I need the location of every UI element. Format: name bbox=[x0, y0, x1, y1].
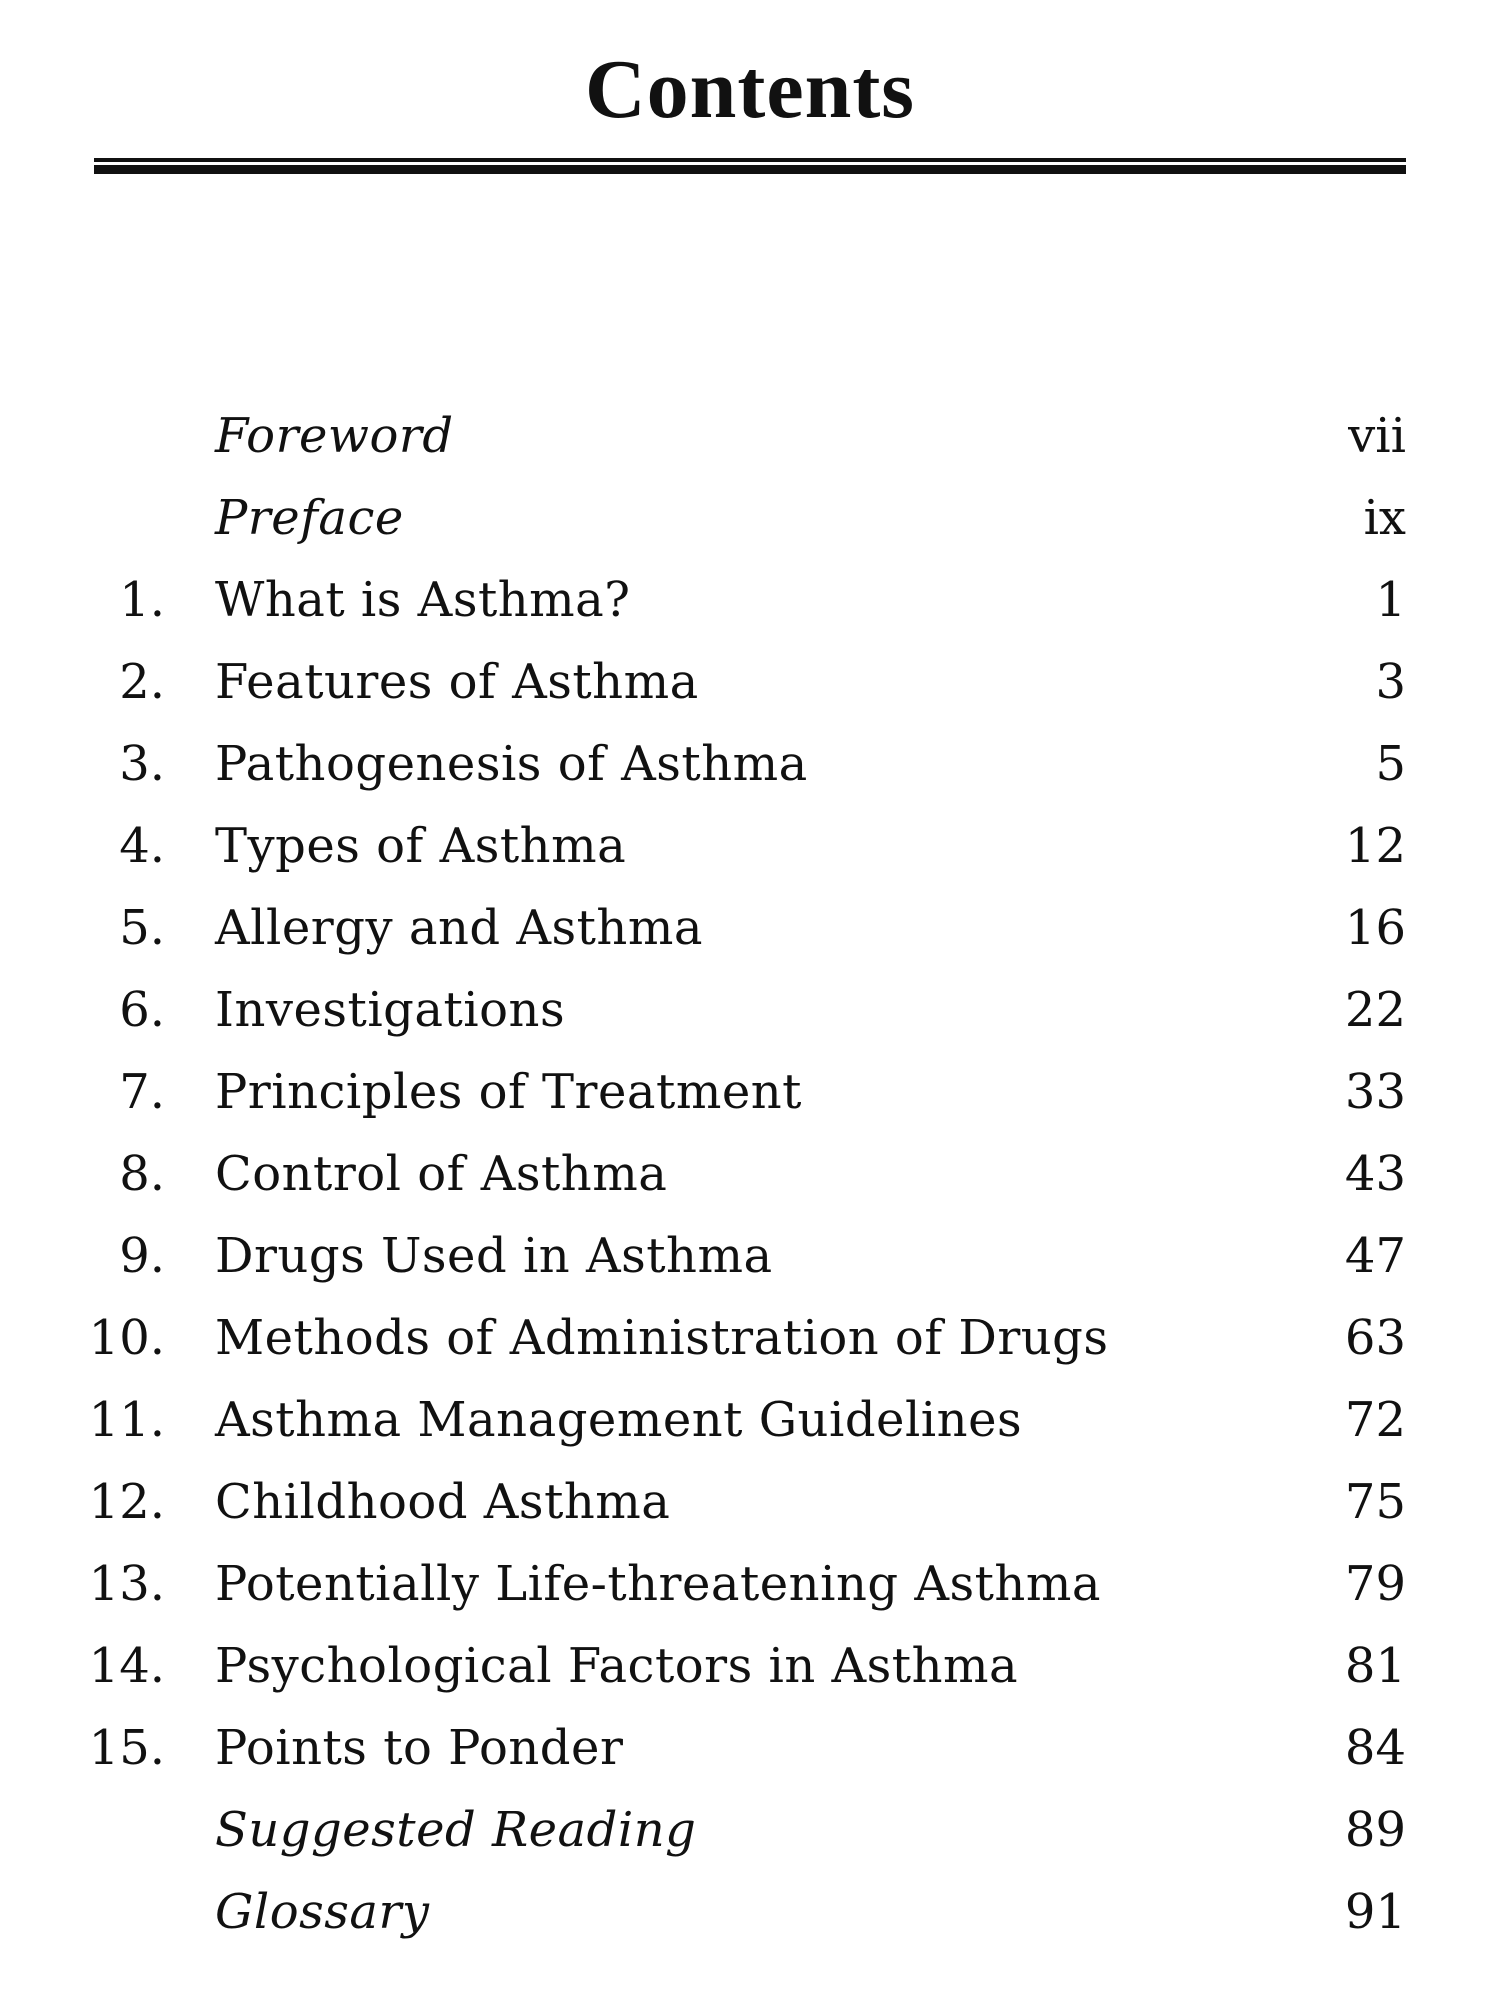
toc-entry-title: Features of Asthma bbox=[215, 654, 699, 710]
toc-entry-page: 3 bbox=[1375, 654, 1406, 710]
toc-entry-number: 3. bbox=[119, 736, 165, 792]
toc-entry-title: What is Asthma? bbox=[215, 572, 631, 628]
toc-entry bbox=[0, 969, 1500, 1051]
toc-entry-page: 43 bbox=[1344, 1146, 1406, 1202]
toc-entry-number: 8. bbox=[119, 1146, 165, 1202]
toc-entry bbox=[0, 395, 1500, 477]
toc-entry-title: Pathogenesis of Asthma bbox=[215, 736, 808, 792]
toc-entry-number: 11. bbox=[88, 1392, 165, 1448]
toc-entry-title: Glossary bbox=[215, 1884, 430, 1940]
toc-entry-number: 1. bbox=[119, 572, 165, 628]
toc-entry-page: ix bbox=[1363, 490, 1406, 546]
title-rule-thin bbox=[94, 158, 1406, 162]
toc-entry-page: 22 bbox=[1344, 982, 1406, 1038]
toc-entry-page: 12 bbox=[1344, 818, 1406, 874]
toc-entry-number: 13. bbox=[88, 1556, 165, 1612]
page-title: Contents bbox=[584, 43, 915, 136]
toc-list bbox=[0, 395, 1500, 1953]
toc-entry-page: 33 bbox=[1344, 1064, 1406, 1120]
toc-entry-number: 6. bbox=[119, 982, 165, 1038]
toc-entry-number: 2. bbox=[119, 654, 165, 710]
toc-entry-title: Types of Asthma bbox=[215, 818, 627, 874]
toc-entry bbox=[0, 1133, 1500, 1215]
toc-entry bbox=[0, 1789, 1500, 1871]
toc-entry-page: 75 bbox=[1344, 1474, 1406, 1530]
toc-entry-number: 7. bbox=[119, 1064, 165, 1120]
toc-entry-title: Suggested Reading bbox=[215, 1802, 697, 1858]
toc-entry bbox=[0, 887, 1500, 969]
toc-entry bbox=[0, 1625, 1500, 1707]
toc-entry bbox=[0, 559, 1500, 641]
toc-entry-title: Drugs Used in Asthma bbox=[215, 1228, 773, 1284]
toc-entry-page: 63 bbox=[1344, 1310, 1406, 1366]
toc-entry-page: 81 bbox=[1344, 1638, 1406, 1694]
toc-entry-title: Asthma Management Guidelines bbox=[215, 1392, 1023, 1448]
toc-entry bbox=[0, 1051, 1500, 1133]
toc-entry-page: 5 bbox=[1375, 736, 1406, 792]
toc-entry-page: 91 bbox=[1344, 1884, 1406, 1940]
toc-entry bbox=[0, 641, 1500, 723]
toc-entry bbox=[0, 1297, 1500, 1379]
toc-entry bbox=[0, 1543, 1500, 1625]
toc-entry bbox=[0, 723, 1500, 805]
toc-entry-number: 4. bbox=[119, 818, 165, 874]
toc-entry-number: 12. bbox=[88, 1474, 165, 1530]
toc-entry-title: Points to Ponder bbox=[215, 1720, 624, 1776]
toc-entry bbox=[0, 805, 1500, 887]
toc-entry-page: 84 bbox=[1344, 1720, 1406, 1776]
toc-entry-number: 15. bbox=[88, 1720, 165, 1776]
toc-entry-title: Allergy and Asthma bbox=[215, 900, 703, 956]
toc-entry-title: Potentially Life-threatening Asthma bbox=[215, 1556, 1101, 1612]
toc-entry-title: Childhood Asthma bbox=[215, 1474, 671, 1530]
toc-entry-number: 14. bbox=[88, 1638, 165, 1694]
toc-entry bbox=[0, 1461, 1500, 1543]
toc-entry-title: Psychological Factors in Asthma bbox=[215, 1638, 1019, 1694]
toc-entry-title: Foreword bbox=[215, 408, 454, 464]
toc-entry-title: Preface bbox=[215, 490, 404, 546]
title-rule-thick bbox=[94, 165, 1406, 174]
toc-entry-page: 89 bbox=[1344, 1802, 1406, 1858]
toc-entry-page: 1 bbox=[1375, 572, 1406, 628]
toc-entry bbox=[0, 1707, 1500, 1789]
toc-entry-title: Principles of Treatment bbox=[215, 1064, 802, 1120]
toc-entry-number: 9. bbox=[119, 1228, 165, 1284]
toc-entry bbox=[0, 1871, 1500, 1953]
toc-entry bbox=[0, 477, 1500, 559]
toc-entry-page: 16 bbox=[1344, 900, 1406, 956]
toc-entry-number: 10. bbox=[88, 1310, 165, 1366]
toc-entry bbox=[0, 1379, 1500, 1461]
toc-entry-page: vii bbox=[1348, 408, 1406, 464]
toc-entry-number: 5. bbox=[119, 900, 165, 956]
toc-entry-page: 47 bbox=[1344, 1228, 1406, 1284]
toc-entry-page: 79 bbox=[1344, 1556, 1406, 1612]
toc-entry-title: Methods of Administration of Drugs bbox=[215, 1310, 1109, 1366]
toc-entry-page: 72 bbox=[1344, 1392, 1406, 1448]
toc-entry-title: Control of Asthma bbox=[215, 1146, 668, 1202]
toc-entry-title: Investigations bbox=[215, 982, 566, 1038]
toc-entry bbox=[0, 1215, 1500, 1297]
